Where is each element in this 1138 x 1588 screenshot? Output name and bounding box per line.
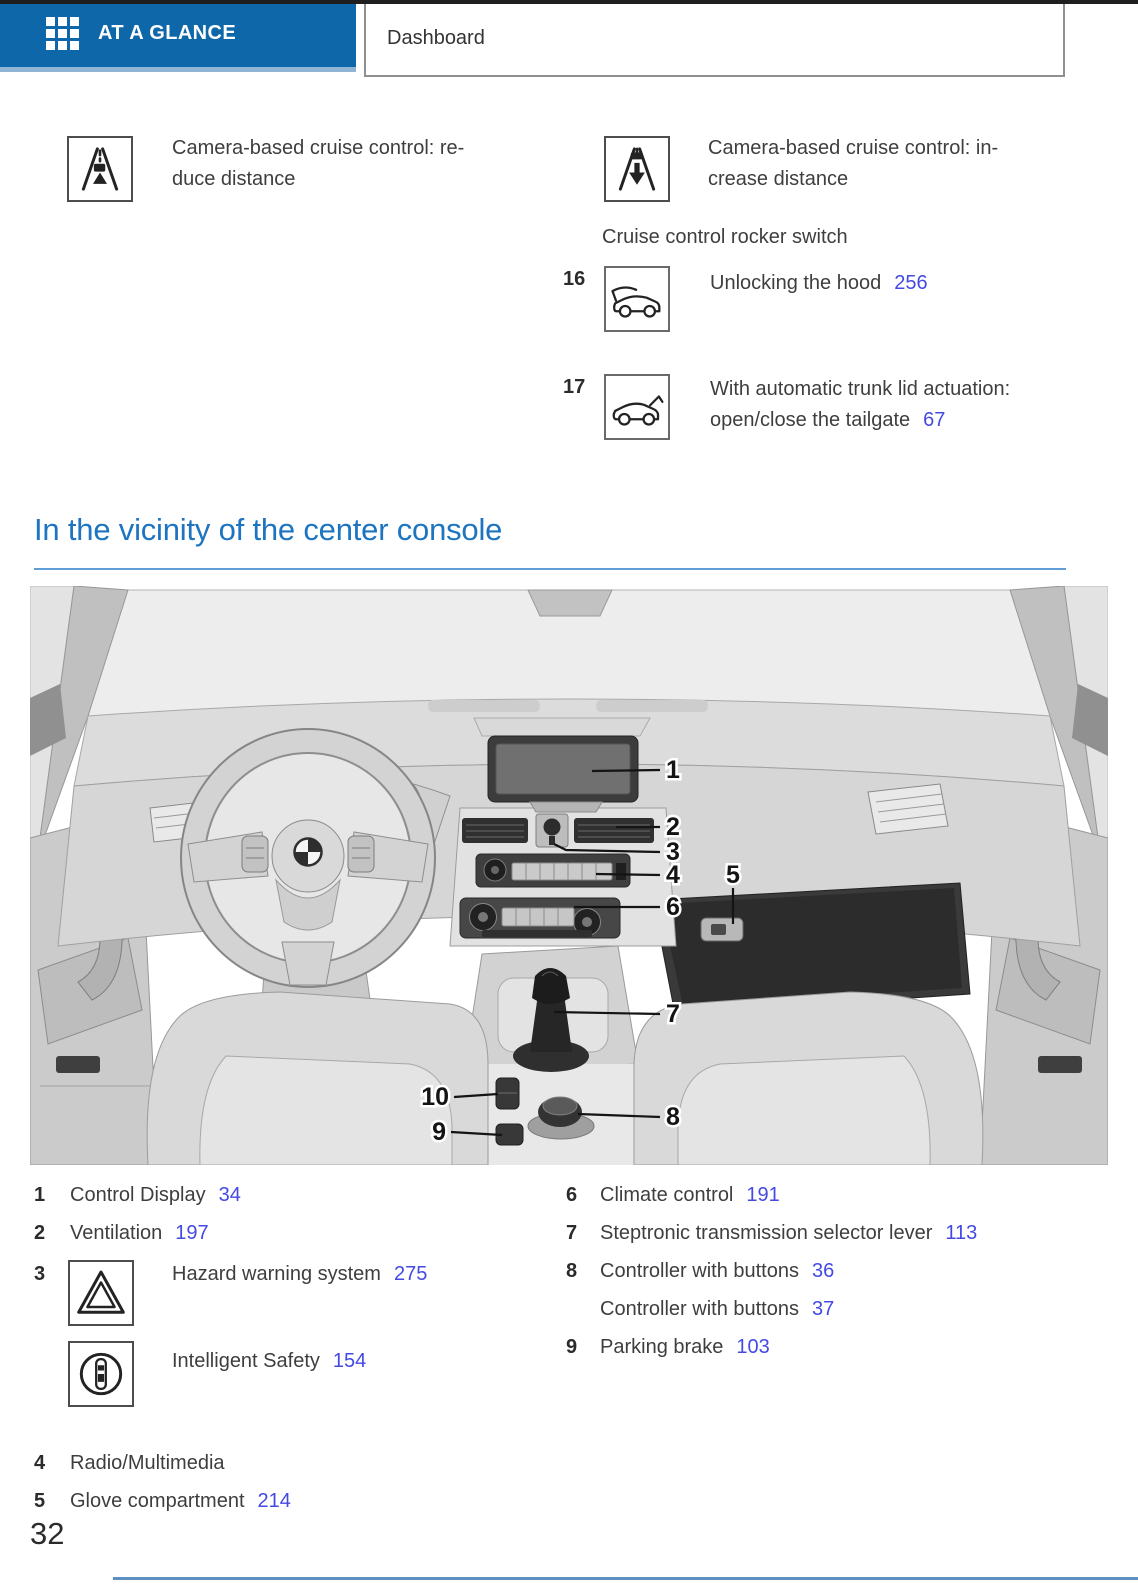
page-link-67[interactable]: 67 — [923, 409, 946, 431]
legend-item-glove-compartment: Glove compartment 214 — [70, 1490, 291, 1512]
entry-16-text: Unlocking the hood 256 — [710, 272, 928, 294]
legend-num-8: 8 — [566, 1260, 578, 1282]
legend-item-steptronic-lever: Steptronic transmission selector lever 113 — [600, 1222, 978, 1244]
intelligent-safety-icon — [68, 1341, 134, 1407]
legend-num-1: 1 — [34, 1184, 46, 1206]
section-banner-label: AT A GLANCE — [98, 22, 237, 44]
camera-cruise-reduce-icon — [67, 136, 133, 202]
legend-num-7: 7 — [566, 1222, 578, 1244]
page-title: In the vicinity of the center console — [34, 512, 503, 547]
page-link-275[interactable]: 275 — [393, 1263, 428, 1285]
camera-cruise-increase-icon — [604, 136, 670, 202]
callout-10: 10 — [421, 1083, 449, 1111]
callout-2: 2 — [666, 813, 680, 841]
legend-num-5: 5 — [34, 1490, 46, 1512]
legend-item-controller-buttons-2: Controller with buttons 37 — [600, 1298, 835, 1320]
legend-item-control-display: Control Display 34 — [70, 1184, 241, 1206]
rearview-mirror — [528, 590, 612, 616]
page-link-256[interactable]: 256 — [894, 272, 928, 294]
callout-6: 6 — [666, 893, 680, 921]
page-link-197[interactable]: 197 — [175, 1222, 209, 1244]
legend-item-hazard-warning: Hazard warning system 275 — [172, 1263, 428, 1285]
entry-16-number: 16 — [563, 268, 586, 290]
callout-3: 3 — [666, 838, 680, 866]
section-title-rule — [34, 568, 1066, 570]
page-number: 32 — [30, 1516, 65, 1551]
page-link-113[interactable]: 113 — [945, 1222, 978, 1244]
interior-diagram-svg — [30, 586, 1108, 1165]
page-link-36[interactable]: 36 — [811, 1260, 835, 1282]
radio-multimedia-unit — [476, 854, 630, 887]
car-hood-open-icon — [604, 266, 670, 332]
page-link-103[interactable]: 103 — [736, 1336, 770, 1358]
callout-9: 9 — [432, 1118, 446, 1146]
cruise-reduce-text: Camera-based cruise control: re- duce distance — [172, 137, 465, 190]
callout-5: 5 — [726, 861, 740, 889]
legend-num-6: 6 — [566, 1184, 578, 1206]
legend-item-intelligent-safety: Intelligent Safety 154 — [172, 1350, 367, 1372]
legend-item-ventilation: Ventilation 197 — [70, 1222, 209, 1244]
rocker-switch-note: Cruise control rocker switch — [602, 226, 848, 248]
callout-8: 8 — [666, 1103, 680, 1131]
callout-4: 4 — [666, 861, 680, 889]
cruise-increase-text: Camera-based cruise control: in- crease distance — [708, 137, 999, 190]
page-link-154[interactable]: 154 — [332, 1350, 367, 1372]
car-tailgate-open-icon — [604, 374, 670, 440]
legend-item-controller-buttons-1: Controller with buttons 36 — [600, 1260, 835, 1282]
page-link-191[interactable]: 191 — [746, 1184, 780, 1206]
legend-num-2: 2 — [34, 1222, 46, 1244]
page-link-214[interactable]: 214 — [257, 1490, 291, 1512]
control-display — [488, 736, 638, 812]
entry-17-number: 17 — [563, 376, 586, 398]
footer-rule — [113, 1577, 1138, 1580]
legend-item-parking-brake: Parking brake 103 — [600, 1336, 770, 1358]
entry-17-text: With automatic trunk lid actuation: open/close the tailgate 67 — [710, 378, 1011, 431]
legend-num-9: 9 — [566, 1336, 578, 1358]
callout-7: 7 — [666, 1000, 680, 1028]
page-link-34[interactable]: 34 — [218, 1184, 241, 1206]
hazard-warning-icon — [68, 1260, 134, 1326]
interior-diagram — [30, 586, 1108, 1165]
tab-dashboard[interactable] — [364, 0, 1065, 77]
page-link-37[interactable]: 37 — [811, 1298, 835, 1320]
climate-control-unit — [460, 898, 620, 938]
legend-num-4: 4 — [34, 1452, 46, 1474]
bmw-roundel — [295, 839, 322, 866]
grid-icon — [46, 17, 79, 50]
steering-wheel — [181, 729, 435, 987]
page-top-rule — [0, 0, 1138, 4]
legend-item-radio-multimedia: Radio/Multimedia — [70, 1452, 225, 1474]
callout-1: 1 — [666, 756, 680, 784]
legend-num-3: 3 — [34, 1263, 46, 1285]
section-banner — [0, 0, 356, 72]
center-vents — [462, 814, 654, 847]
legend-item-climate-control: Climate control 191 — [600, 1184, 780, 1206]
tab-dashboard-label: Dashboard — [387, 27, 485, 49]
side-vent-right — [868, 784, 948, 834]
seat-right — [634, 992, 983, 1165]
